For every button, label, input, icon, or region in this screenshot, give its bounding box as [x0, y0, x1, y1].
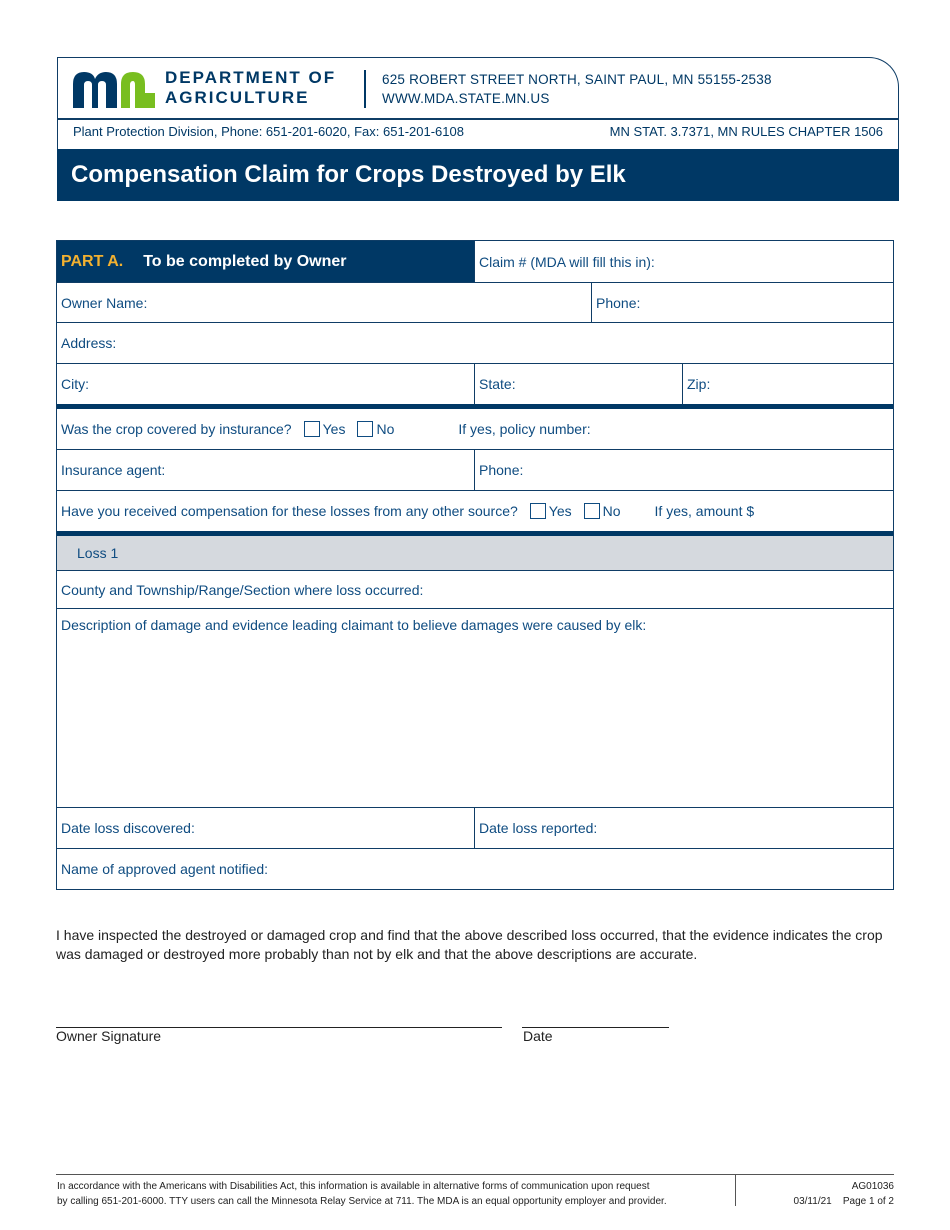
agent-notified-label: Name of approved agent notified:: [61, 861, 269, 877]
form-code: AG01036: [851, 1181, 894, 1192]
claim-number-label: Claim # (MDA will fill this in):: [479, 253, 655, 270]
letterhead: [57, 57, 899, 149]
footer-divider: [735, 1174, 736, 1206]
insurance-yes-label: Yes: [322, 421, 346, 437]
date-reported-label: Date loss reported:: [479, 820, 598, 836]
city-field[interactable]: [57, 364, 474, 404]
website-link[interactable]: WWW.MDA.STATE.MN.US: [382, 91, 550, 106]
claim-form: [56, 240, 894, 890]
damage-description-label: Description of damage and evidence leading claimant to believe damages were caused by elk:: [61, 617, 647, 633]
compensation-no-label: No: [602, 503, 621, 519]
owner-name-field[interactable]: [57, 283, 591, 322]
loss-location-row: [57, 570, 893, 608]
insurance-agent-row: [57, 449, 893, 490]
city-label: City:: [61, 376, 89, 392]
city-row: [57, 363, 893, 404]
address-row: [57, 322, 893, 363]
owner-signature-label: Owner Signature: [56, 1028, 162, 1044]
address-field[interactable]: [57, 323, 893, 363]
statute-reference: MN STAT. 3.7371, MN RULES CHAPTER 1506: [609, 124, 883, 139]
compensation-no-checkbox[interactable]: [584, 503, 600, 519]
dept-line-2: AGRICULTURE: [165, 88, 310, 107]
mn-state-logo-icon: [73, 70, 155, 108]
compensation-row: [57, 490, 893, 531]
owner-phone-field[interactable]: [591, 283, 893, 322]
insurance-no-label: No: [376, 421, 395, 437]
header-rule: [58, 118, 898, 120]
damage-description-field[interactable]: [57, 609, 893, 807]
zip-label: Zip:: [687, 376, 711, 392]
certification-statement: I have inspected the destroyed or damaged crop and find that the above described loss occurred, that the evidence indicates the crop was damaged or destroyed more probably than not by elk and that the above descriptions are accurate.: [56, 927, 883, 962]
insurance-yes-checkbox[interactable]: [304, 421, 320, 437]
loss-header-row: [57, 531, 893, 570]
address-label: Address:: [61, 335, 117, 351]
compensation-question-label: Have you received compensation for these losses from any other source?: [61, 503, 518, 519]
damage-description-row: [57, 608, 893, 807]
ada-notice: [57, 1179, 717, 1209]
compensation-question: [57, 491, 893, 531]
footer-rule: [56, 1174, 894, 1175]
ada-notice-line-1: In accordance with the Americans with Disabilities Act, this information is available in alternative forms of communication upon request: [57, 1181, 650, 1192]
owner-row: [57, 282, 893, 322]
insurance-agent-field[interactable]: [57, 450, 474, 490]
claim-number-field[interactable]: [474, 241, 893, 282]
insurance-no-checkbox[interactable]: [357, 421, 373, 437]
loss-heading: [57, 536, 893, 570]
loss-heading-label: Loss 1: [77, 545, 119, 561]
compensation-yes-checkbox[interactable]: [530, 503, 546, 519]
insurance-question: [57, 409, 893, 449]
part-a-header-row: [57, 241, 893, 282]
page-number: Page 1 of 2: [842, 1196, 894, 1207]
dept-line-1: DEPARTMENT OF: [165, 68, 337, 87]
part-a-label: PART A.: [61, 252, 124, 270]
loss-dates-row: [57, 807, 893, 848]
agent-notified-row: [57, 848, 893, 889]
department-name: [165, 68, 336, 108]
date-reported-field[interactable]: [474, 808, 893, 848]
ada-notice-line-2: by calling 651-201-6000. TTY users can call the Minnesota Relay Service at 711. The MDA is an equal opportunity employer and provider.: [57, 1196, 667, 1207]
header-divider: [364, 70, 366, 108]
compensation-amount-label: If yes, amount $: [654, 503, 755, 519]
form-date: 03/11/21: [793, 1196, 832, 1207]
compensation-yes-label: Yes: [548, 503, 572, 519]
form-info: [794, 1179, 894, 1209]
state-label: State:: [479, 376, 516, 392]
part-a-title: To be completed by Owner: [143, 252, 347, 270]
agent-phone-field[interactable]: [474, 450, 893, 490]
insurance-agent-label: Insurance agent:: [61, 462, 166, 478]
part-a-heading: [57, 241, 474, 282]
street-address: 625 ROBERT STREET NORTH, SAINT PAUL, MN 55155-2538: [382, 72, 772, 87]
owner-phone-label: Phone:: [596, 294, 641, 311]
signature-date-label: Date: [523, 1028, 553, 1044]
loss-location-label: County and Township/Range/Section where loss occurred:: [61, 581, 424, 598]
agent-notified-field[interactable]: [57, 849, 893, 889]
division-contact: Plant Protection Division, Phone: 651-201-6020, Fax: 651-201-6108: [73, 124, 464, 139]
insurance-row: [57, 404, 893, 449]
loss-location-field[interactable]: [57, 571, 893, 608]
insurance-question-label: Was the crop covered by insturance?: [61, 421, 292, 437]
form-title: Compensation Claim for Crops Destroyed by Elk: [57, 149, 899, 201]
agent-phone-label: Phone:: [479, 462, 524, 478]
state-field[interactable]: [474, 364, 682, 404]
department-address: [382, 70, 772, 108]
owner-name-label: Owner Name:: [61, 294, 148, 311]
date-discovered-label: Date loss discovered:: [61, 820, 195, 836]
policy-number-label: If yes, policy number:: [458, 421, 591, 437]
zip-field[interactable]: [682, 364, 893, 404]
date-discovered-field[interactable]: [57, 808, 474, 848]
